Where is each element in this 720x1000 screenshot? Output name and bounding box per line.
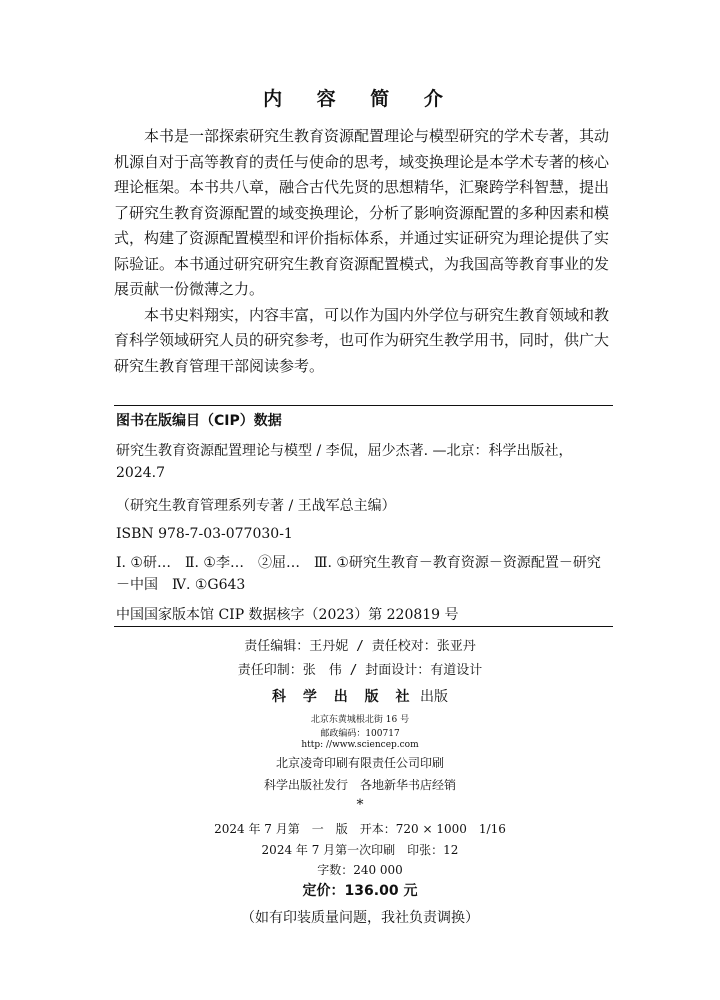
page-title: 内 容 简 介 xyxy=(263,88,457,110)
return-note: （如有印装质量问题，我社负责调换） xyxy=(241,910,479,926)
printing-printer: 北京凌奇印刷有限责任公司印刷 xyxy=(275,756,444,770)
star-separator: * xyxy=(356,797,364,813)
printing-edition: 2024 年 7 月第 一 版 开本：720 × 1000 1/16 xyxy=(214,822,506,836)
price: 定价：136.00 元 xyxy=(302,883,418,899)
printing-impression: 2024 年 7 月第一次印刷 印张：12 xyxy=(261,843,459,857)
publisher-suffix: 出版 xyxy=(419,689,448,705)
publisher-address: 北京东黄城根北街 16 号 xyxy=(310,715,410,725)
credits-printer: 责任印制：张 伟 / 封面设计：有道设计 xyxy=(237,663,483,678)
credits-editor: 责任编辑：王丹妮 / 责任校对：张亚丹 xyxy=(244,639,476,654)
cip-bottom-rule xyxy=(114,626,613,627)
publisher-postcode: 邮政编码：100717 xyxy=(320,729,400,739)
cip-record: 研究生教育资源配置理论与模型 / 李侃，屈少杰著. —北京：科学出版社，2024.7 xyxy=(116,443,573,481)
cip-isbn: ISBN 978-7-03-077030-1 xyxy=(116,526,293,542)
publisher-line xyxy=(0,686,720,706)
cip-subjects: Ⅰ. ①研… Ⅱ. ①李… ②屈… Ⅲ. ①研究生教育－教育资源－资源配置－研究－中国 Ⅳ. ①G643 xyxy=(116,555,601,593)
intro-paragraph-1: 本书是一部探索研究生教育资源配置理论与模型研究的学术专著，其动机源自对于高等教育的责任与使命的思考，域变换理论是本学术专著的核心理论框架。本书共八章，融合古代先贤的思想精华，汇聚跨学科智慧，提出了研究生教育资源配置的域变换理论，分析了影响资源配置的多种因素和模式，构建了资源配置模型和评价指标体系，并通过实证研究为理论提供了实际验证。本书通过研究研究生教育资源配置模式，为我国高等教育事业的发展贡献一份微薄之力。 xyxy=(114,127,610,298)
intro-section xyxy=(114,124,609,379)
printing-words: 字数：240 000 xyxy=(317,863,403,877)
cip-number: 中国国家版本馆 CIP 数据核字（2023）第 220819 号 xyxy=(116,607,459,623)
cip-series: （研究生教育管理系列专著 / 王战军总主编） xyxy=(116,498,396,514)
printing-distribution: 科学出版社发行 各地新华书店经销 xyxy=(263,778,456,792)
publisher-name: 科 学 出 版 社 xyxy=(272,689,416,705)
cip-top-rule xyxy=(114,405,613,406)
publisher-url: http: //www.sciencep.com xyxy=(301,740,419,750)
intro-paragraph-2: 本书史料翔实，内容丰富，可以作为国内外学位与研究生教育领域和教育科学领域研究人员的研究参考，也可作为研究生教学用书，同时，供广大研究生教育管理干部阅读参考。 xyxy=(114,305,610,375)
cip-heading: 图书在版编目（CIP）数据 xyxy=(116,413,282,429)
